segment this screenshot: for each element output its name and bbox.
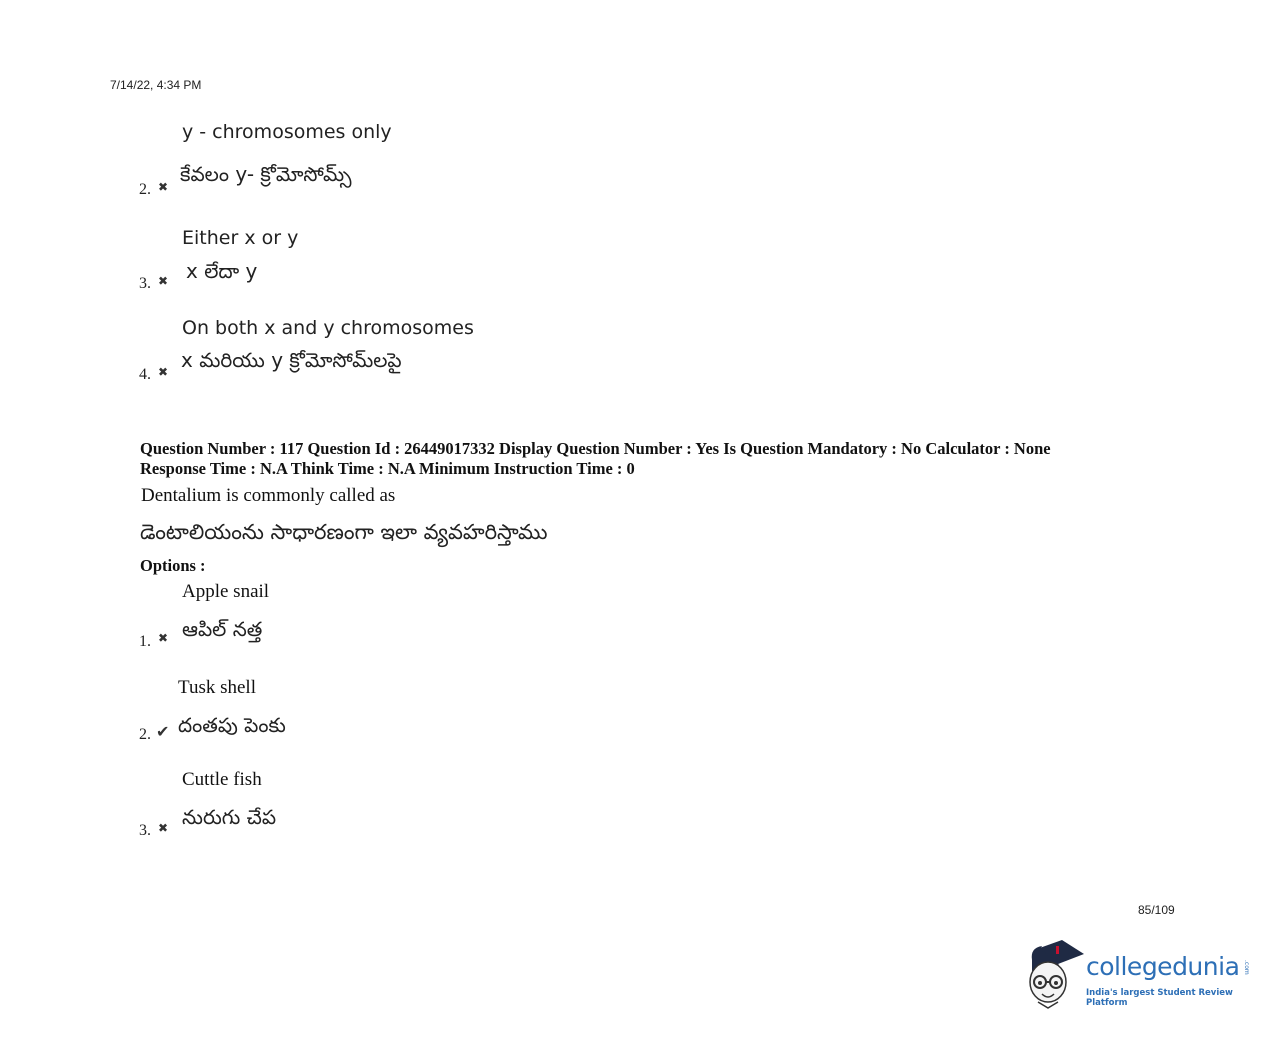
option-3-english: Cuttle fish [182,769,262,790]
prev-option-4-telugu: x మరియు y క్రోమోసోమ్‌లపై [181,348,402,372]
logo-wordmark: collegedunia [1086,952,1240,981]
option-3-number: 3. [139,822,151,839]
option-1-telugu: ఆపిల్ నత్త [182,617,263,641]
question-text-telugu: డెంటాలియంను సాధారణంగా ఇలా వ్యవహరిస్తాము [140,520,548,544]
cross-icon: ✖ [158,365,169,379]
option-1-number: 1. [139,633,151,650]
prev-option-2-number: 2. [139,181,151,198]
option-3-telugu: నురుగు చేప [182,805,277,829]
prev-option-3-number: 3. [139,275,151,292]
cross-icon: ✖ [158,631,169,645]
logo-tagline: India's largest Student Review Platform [1086,988,1233,1008]
prev-option-3-telugu: x లేదా y [186,259,258,283]
options-label: Options : [140,556,206,575]
prev-option-2-telugu: కేవలం y- క్రోమోసోమ్స్ [180,162,352,186]
cross-icon: ✖ [158,180,169,194]
collegedunia-logo [1024,938,1254,1010]
check-icon: ✔ [156,722,170,741]
prev-option-3-english: Either x or y [182,227,299,249]
option-2-telugu: దంతపు పెంకు [178,713,286,737]
cross-icon: ✖ [158,274,169,288]
prev-option-4-number: 4. [139,366,151,383]
prev-option-4-english: On both x and y chromosomes [182,317,474,339]
option-1-english: Apple snail [182,581,270,602]
option-2-english: Tusk shell [178,677,256,698]
logo-domain-suffix: .com [1243,960,1250,975]
mascot-icon [1024,938,1086,1010]
page-number: 85/109 [1138,903,1175,917]
print-timestamp: 7/14/22, 4:34 PM [110,78,202,92]
prev-option-2-english: y - chromosomes only [182,121,392,143]
question-meta-line-1: Question Number : 117 Question Id : 26449017332 Display Question Number : Yes Is Question Mandatory : No Calculator : None [140,439,1051,458]
cross-icon: ✖ [158,821,169,835]
question-text-english: Dentalium is commonly called as [141,485,396,506]
option-2-number: 2. [139,726,151,743]
question-meta-line-2: Response Time : N.A Think Time : N.A Minimum Instruction Time : 0 [140,459,635,478]
